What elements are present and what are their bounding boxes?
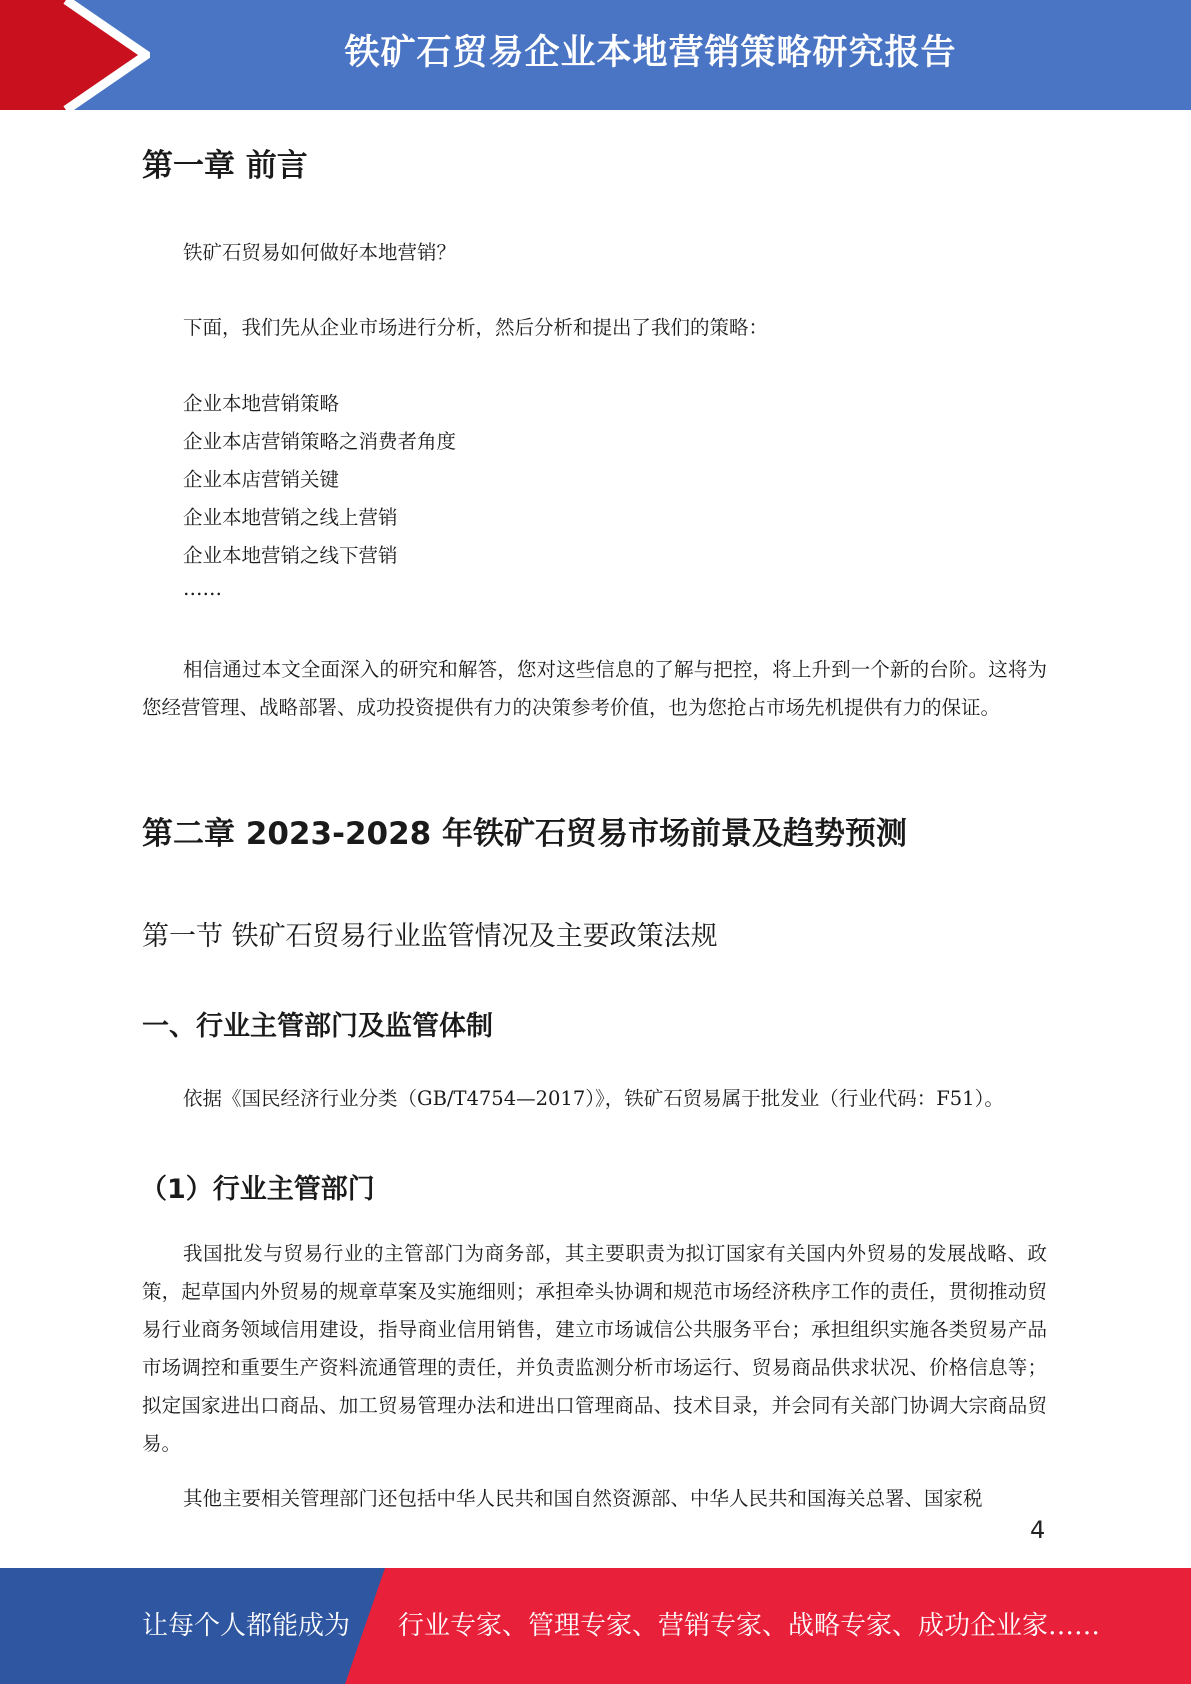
industry-classification-paragraph: 依据《国民经济行业分类（GB/T4754—2017）》，铁矿石贸易属于批发业（行业代码：F51）。 bbox=[183, 1087, 1004, 1110]
subsection-heading: 一、行业主管部门及监管体制 bbox=[142, 1011, 493, 1042]
chapter1-question: 铁矿石贸易如何做好本地营销？ bbox=[183, 241, 457, 264]
strategy-list-item: 企业本地营销之线上营销 bbox=[183, 506, 398, 529]
report-title: 铁矿石贸易企业本地营销策略研究报告 bbox=[344, 33, 957, 73]
strategy-list-ellipsis: …… bbox=[183, 577, 222, 600]
chapter1-heading: 第一章 前言 bbox=[142, 148, 308, 184]
header-red-arrow-shape bbox=[0, 0, 150, 110]
section1-heading: 第一节 铁矿石贸易行业监管情况及主要政策法规 bbox=[142, 921, 718, 952]
strategy-list-item: 企业本地营销策略 bbox=[183, 392, 340, 415]
page-header bbox=[0, 0, 1191, 110]
footer-slogan-left: 让每个人都能成为 bbox=[142, 1611, 351, 1641]
other-departments-paragraph: 其他主要相关管理部门还包括中华人民共和国自然资源部、中华人民共和国海关总署、国家税 bbox=[183, 1487, 983, 1510]
chapter1-closing-paragraph: 相信通过本文全面深入的研究和解答，您对这些信息的了解与把控，将上升到一个新的台阶。这将为您经营管理、战略部署、成功投资提供有力的决策参考价值，也为您抢占市场先机提供有力的保证。 bbox=[142, 658, 1047, 719]
strategy-list-item: 企业本店营销策略之消费者角度 bbox=[183, 430, 457, 453]
footer-slogan-right: 行业专家、管理专家、营销专家、战略专家、成功企业家…… bbox=[398, 1611, 1101, 1641]
chapter2-heading: 第二章 2023-2028 年铁矿石贸易市场前景及趋势预测 bbox=[142, 816, 908, 852]
strategy-list-item: 企业本店营销关键 bbox=[183, 468, 340, 491]
page-number: 4 bbox=[1030, 1516, 1046, 1544]
competent-department-paragraph: 我国批发与贸易行业的主管部门为商务部，其主要职责为拟订国家有关国内外贸易的发展战略、政策，起草国内外贸易的规章草案及实施细则；承担牵头协调和规范市场经济秩序工作的责任，贯彻推动贸易行业商务领域信用建设，指导商业信用销售，建立市场诚信公共服务平台；承担组织实施各类贸易产品市场调控和重要生产资料流通管理的责任，并负责监测分析市场运行、贸易商品供求状况、价格信息等；拟定国家进出口商品、加工贸易管理办法和进出口管理商品、技术目录，并会同有关部门协调大宗商品贸易。 bbox=[142, 1242, 1047, 1455]
competent-department-heading: （1）行业主管部门 bbox=[140, 1174, 375, 1205]
chapter1-intro: 下面，我们先从企业市场进行分析，然后分析和提出了我们的策略： bbox=[183, 316, 769, 339]
page-footer bbox=[0, 1568, 1191, 1684]
strategy-list-item: 企业本地营销之线下营销 bbox=[183, 544, 398, 567]
